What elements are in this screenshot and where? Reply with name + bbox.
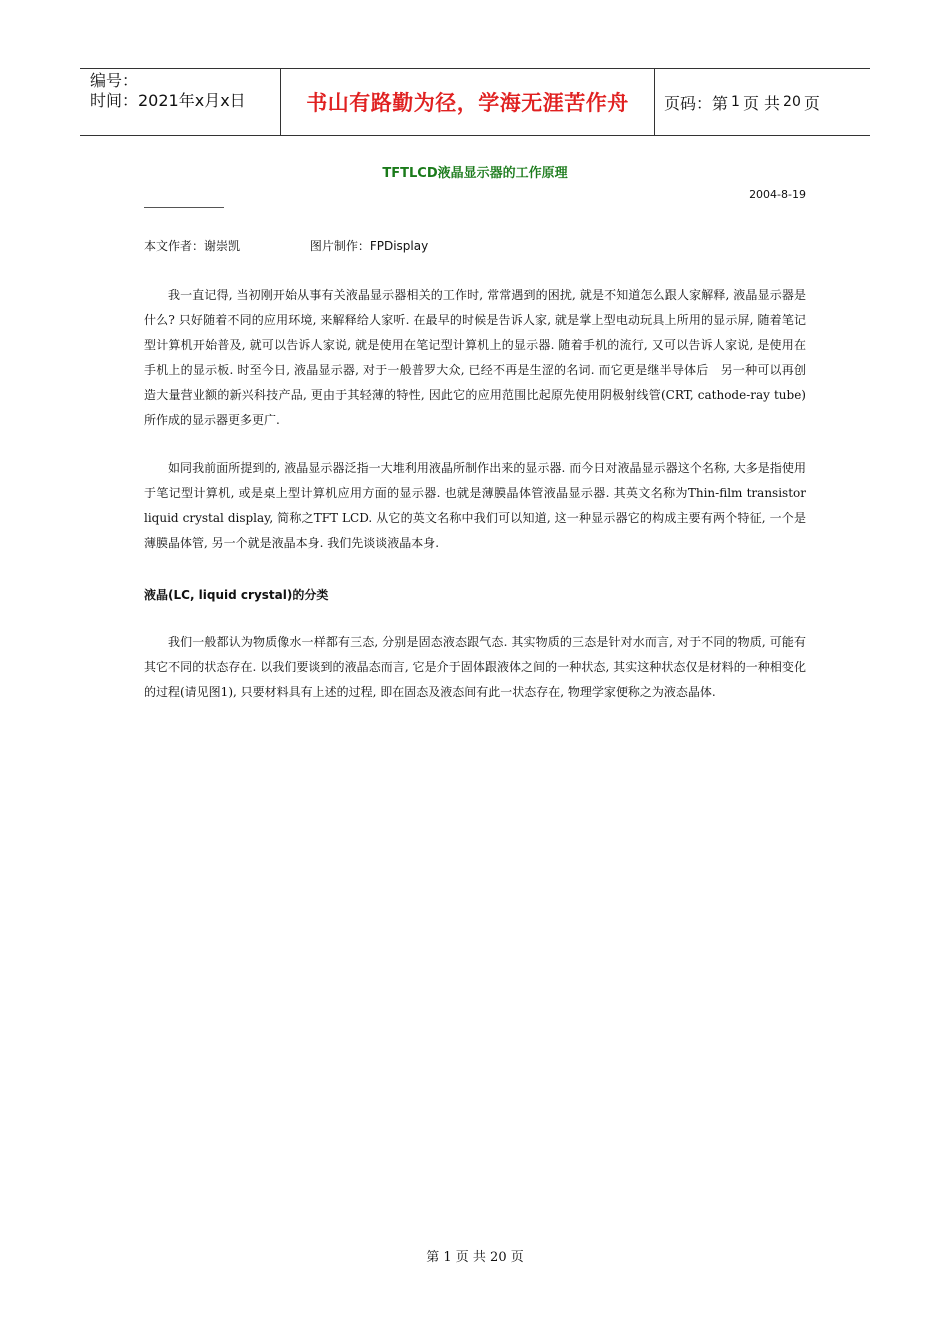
page-mid: 页 共 — [742, 93, 781, 113]
header-divider — [654, 69, 655, 135]
page-total: 20 — [783, 94, 801, 110]
page-prefix: 页码：第 — [664, 93, 729, 113]
author: 本文作者：谢崇凯 — [144, 239, 241, 253]
paragraph-text: 我一直记得, 当初刚开始从事有关液晶显示器相关的工作时, 常常遇到的困扰, 就是不知道怎么跟人家解释, 液晶显示器是什么? 只好随着不同的应用环境, 来解释给人家听. 在最早的时候是告诉人家, 就是掌上型电动玩具上所用的显示屏, 随着笔记型计算机开始普及, 就可以告诉人家说, 就是使用在笔记型计算机上的显示器. 随着手机的流行, 又可以告诉人家说, 是使用在手机上的显示板. 时至今日, 液晶显示器, 对于一般普罗大众, 已经不再是生涩的名词. 而它更是继半导体后 另一种可以再创造大量营业额的新兴科技产品, 更由于其轻薄的特性, 因此它的应用范围比起原先使用阴极射线管(CRT, cathode-ray tube)所作成的显示器更多更广. — [144, 288, 806, 427]
header-motto: 书山有路勤为径，学海无涯苦作舟 — [306, 91, 629, 115]
picture-credit: 图片制作：FPDisplay — [309, 239, 429, 253]
header-page-number — [664, 69, 820, 135]
paragraph-text: 我们一般都认为物质像水一样都有三态, 分别是固态液态跟气态. 其实物质的三态是针对水而言, 对于不同的物质, 可能有其它不同的状态存在. 以我们要谈到的液晶态而言, 它是介于固体跟液体之间的一种状态, 其实这种状态仅是材料的一种相变化的过程(请见图1), 只要材料具有上述的过程, 即在固态及液态间有此一状态存在, 物理学家便称之为液态晶体. — [144, 635, 806, 699]
page-suffix: 页 — [803, 93, 820, 113]
divider — [144, 207, 224, 208]
document-title: TFTLCD液晶显示器的工作原理 — [382, 166, 568, 181]
paragraph-text: 如同我前面所提到的, 液晶显示器泛指一大堆利用液晶所制作出来的显示器. 而今日对液晶显示器这个名称, 大多是指使用于笔记型计算机, 或是桌上型计算机应用方面的显示器. 也就是薄膜晶体管液晶显示器. 其英文名称为Thin-film transistor liquid crystal display, 简称之TFT LCD. 从它的英文名称中我们可以知道, 这一种显示器它的构成主要有两个特征, 一个是薄膜晶体管, 另一个就是液晶本身. 我们先谈谈液晶本身. — [144, 461, 806, 550]
serial-label: 编号： — [90, 71, 139, 90]
section-heading: 液晶(LC, liquid crystal)的分类 — [144, 588, 329, 602]
time-label: 时间：2021年x月x日 — [90, 91, 246, 110]
document-header — [80, 68, 870, 136]
paragraph — [144, 630, 806, 705]
page-current: 1 — [731, 94, 740, 110]
author-line — [144, 237, 428, 254]
page-footer: 第 1 页 共 20 页 — [426, 1250, 524, 1265]
document-date: 2004-8-19 — [749, 188, 806, 201]
header-meta — [90, 71, 280, 111]
paragraph — [144, 283, 806, 433]
paragraph — [144, 456, 806, 556]
